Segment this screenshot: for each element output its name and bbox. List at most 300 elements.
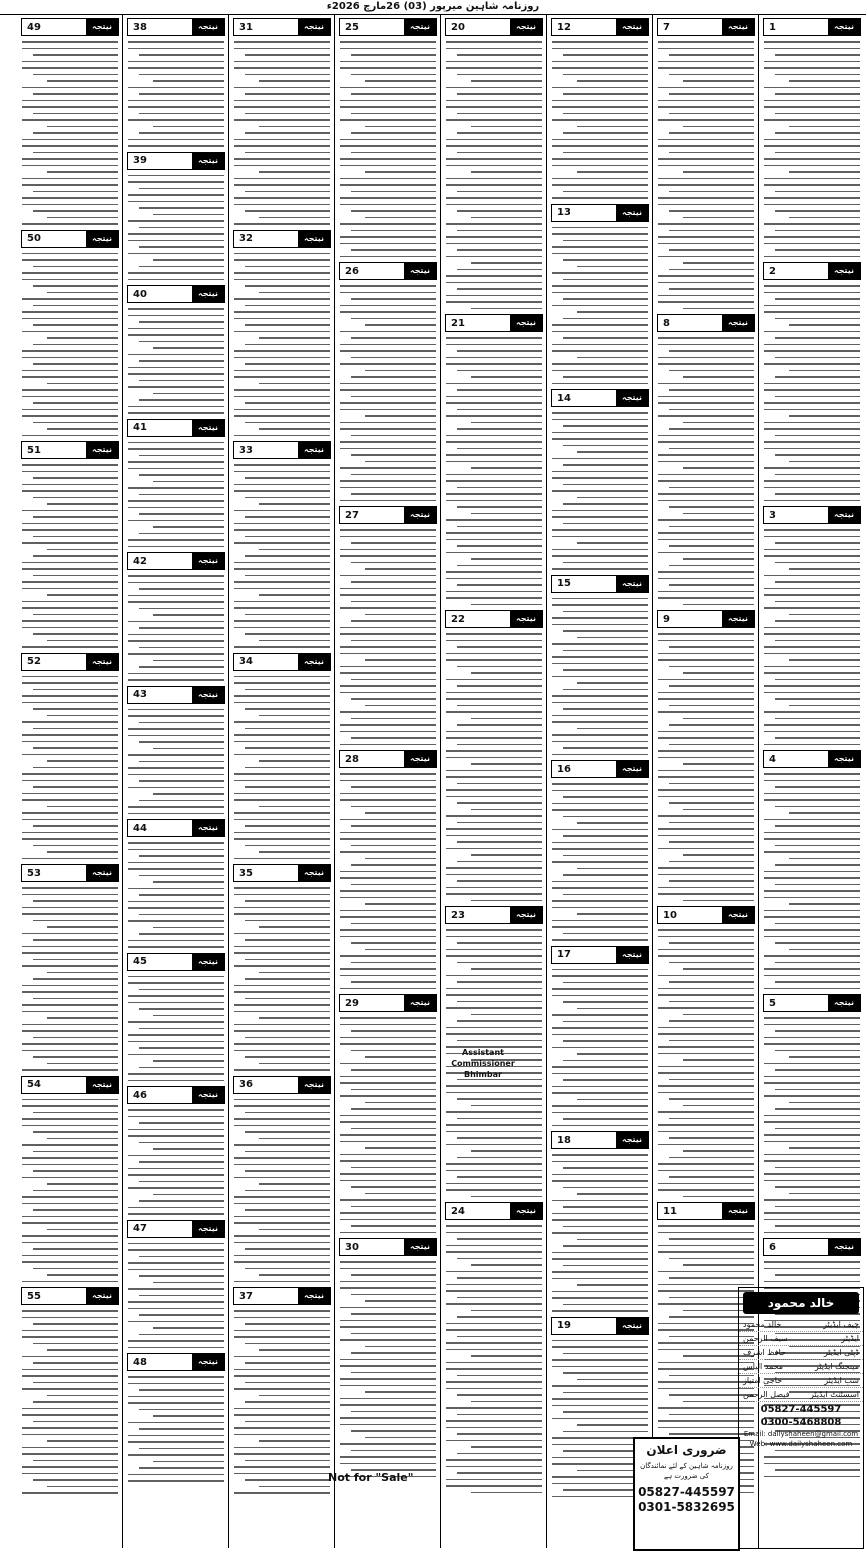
story-tag (339, 994, 437, 1012)
staff-name: فیصل الرحمن (743, 1390, 790, 1399)
story-tag (551, 575, 649, 593)
story-label: نیتجہ (192, 153, 224, 169)
story-number: 53 (27, 867, 41, 879)
story-label: نیتجہ (828, 19, 860, 35)
story-tag (127, 419, 225, 437)
story-text-lines (763, 529, 861, 745)
story-tag (445, 906, 543, 924)
story-number: 8 (663, 317, 670, 329)
story-number: 7 (663, 21, 670, 33)
staff-row (739, 1318, 863, 1332)
story-label: نیتجہ (510, 1203, 542, 1219)
staff-name: خالد محمود (743, 1320, 782, 1329)
story-number: 35 (239, 867, 253, 879)
story-number: 13 (557, 207, 571, 218)
story-number: 29 (345, 997, 359, 1009)
story-label: نیتجہ (86, 654, 118, 670)
story-label: نیتجہ (722, 611, 754, 627)
story-label: نیتجہ (616, 1132, 648, 1148)
story-tag (233, 230, 331, 248)
story-number: 10 (663, 909, 677, 921)
story-label: نیتجہ (404, 751, 436, 767)
story-label: نیتجہ (828, 507, 860, 523)
story-text-lines (21, 464, 119, 648)
news-story (657, 906, 755, 1197)
story-number: 14 (557, 392, 571, 404)
story-label: نیتجہ (722, 1203, 754, 1219)
story-text-lines (551, 598, 649, 756)
news-story (657, 610, 755, 901)
story-number: 34 (239, 656, 253, 667)
story-text-lines (127, 1109, 225, 1215)
story-number: 24 (451, 1205, 465, 1217)
story-text-lines (551, 969, 649, 1127)
story-text-lines (127, 175, 225, 281)
column-8 (19, 16, 121, 1548)
story-tag (445, 1202, 543, 1220)
story-text-lines (127, 575, 225, 681)
story-number: 30 (345, 1241, 359, 1253)
story-number: 2 (769, 265, 776, 277)
story-label: نیتجہ (86, 1288, 118, 1304)
news-story (763, 506, 861, 745)
ad-phone-1: 05827-445597 (638, 1485, 735, 1499)
story-text-lines (21, 253, 119, 437)
story-tag (339, 750, 437, 768)
story-label: نیتجہ (86, 1077, 118, 1093)
ad-title: ضروری اعلان (646, 1443, 727, 1457)
story-text-lines (445, 633, 543, 901)
story-label: نیتجہ (510, 907, 542, 923)
story-number: 43 (133, 689, 147, 700)
story-tag (445, 314, 543, 332)
story-text-lines (551, 1154, 649, 1312)
story-number: 9 (663, 613, 670, 625)
story-tag (233, 1076, 331, 1094)
news-story (21, 864, 119, 1071)
news-story (763, 994, 861, 1233)
story-label: نیتجہ (192, 1354, 224, 1370)
story-number: 25 (345, 21, 359, 33)
news-story (21, 1287, 119, 1494)
story-text-lines (551, 783, 649, 941)
story-label: نیتجہ (616, 1318, 648, 1334)
story-tag (763, 1238, 861, 1256)
story-label: نیتجہ (298, 442, 330, 458)
story-number: 23 (451, 909, 465, 921)
staff-role: ڈپٹی ایڈیٹر (823, 1348, 859, 1357)
news-story (339, 506, 437, 745)
story-number: 37 (239, 1290, 253, 1302)
story-tag (21, 1076, 119, 1094)
news-story (445, 18, 543, 309)
masthead-info-box (738, 1287, 864, 1549)
story-text-lines (233, 1310, 331, 1494)
story-text-lines (233, 41, 331, 225)
story-number: 18 (557, 1134, 571, 1146)
news-story (21, 653, 119, 860)
story-number: 51 (27, 444, 41, 456)
story-tag (127, 152, 225, 170)
story-label: نیتجہ (298, 1077, 330, 1093)
story-tag (551, 18, 649, 36)
news-story (127, 285, 225, 414)
story-number: 41 (133, 422, 147, 433)
story-text-lines (233, 1099, 331, 1283)
story-tag (21, 653, 119, 671)
news-story (445, 314, 543, 605)
news-story (551, 760, 649, 941)
story-tag (21, 18, 119, 36)
story-label: نیتجہ (86, 865, 118, 881)
story-text-lines (657, 337, 755, 605)
news-story (127, 686, 225, 815)
staff-name: حافظ اشرف (743, 1348, 786, 1357)
story-text-lines (445, 337, 543, 605)
story-tag (21, 230, 119, 248)
story-number: 27 (345, 509, 359, 521)
news-story (21, 1076, 119, 1283)
story-label: نیتجہ (828, 263, 860, 279)
story-number: 46 (133, 1089, 147, 1101)
story-tag (21, 864, 119, 882)
news-story (445, 610, 543, 901)
story-number: 19 (557, 1320, 571, 1331)
news-story (233, 653, 331, 860)
news-story (233, 864, 331, 1071)
staff-name: حاجی امتیاز (743, 1376, 783, 1385)
story-text-lines (339, 1017, 437, 1233)
story-tag (763, 262, 861, 280)
story-number: 54 (27, 1079, 41, 1090)
story-label: نیتجہ (404, 507, 436, 523)
story-number: 20 (451, 21, 465, 33)
story-text-lines (21, 1099, 119, 1283)
news-story (339, 994, 437, 1233)
news-story (233, 1287, 331, 1494)
news-story (233, 441, 331, 648)
story-number: 17 (557, 949, 571, 960)
story-number: 47 (133, 1223, 147, 1234)
not-for-sale-stamp: Not for "Sale" (328, 1471, 414, 1484)
story-number: 36 (239, 1079, 253, 1090)
story-number: 55 (27, 1290, 41, 1302)
story-label: نیتجہ (828, 1239, 860, 1255)
story-label: نیتجہ (192, 820, 224, 836)
column-separator (652, 15, 653, 1548)
column-6 (231, 16, 333, 1548)
news-story (763, 262, 861, 501)
news-story (21, 230, 119, 437)
story-text-lines (127, 442, 225, 548)
story-text-lines (339, 1261, 437, 1477)
staff-row (739, 1388, 863, 1402)
story-text-lines (127, 308, 225, 414)
story-label: نیتجہ (192, 420, 224, 436)
story-tag (127, 285, 225, 303)
story-number: 39 (133, 155, 147, 166)
staff-row (739, 1332, 863, 1346)
story-text-lines (657, 929, 755, 1197)
story-label: نیتجہ (192, 553, 224, 569)
story-tag (21, 1287, 119, 1305)
story-label: نیتجہ (298, 865, 330, 881)
story-tag (763, 506, 861, 524)
story-tag (233, 653, 331, 671)
column-3 (549, 16, 651, 1548)
story-tag (763, 994, 861, 1012)
story-tag (233, 1287, 331, 1305)
story-number: 5 (769, 997, 776, 1009)
story-text-lines (551, 227, 649, 385)
news-story (127, 18, 225, 147)
ad-phone-2: 0301-5832695 (638, 1500, 735, 1514)
story-tag (127, 1220, 225, 1238)
story-label: نیتجہ (510, 19, 542, 35)
staff-role: ایڈیٹر (841, 1334, 859, 1343)
staff-row (739, 1374, 863, 1388)
story-tag (551, 204, 649, 222)
news-story (127, 1353, 225, 1482)
story-text-lines (233, 887, 331, 1071)
story-number: 22 (451, 613, 465, 625)
staff-name: محمد الیاس (743, 1362, 784, 1371)
story-label: نیتجہ (404, 995, 436, 1011)
story-tag (233, 18, 331, 36)
masthead-logo: خالد محمود (743, 1292, 859, 1314)
story-tag (551, 1317, 649, 1335)
news-story (233, 18, 331, 225)
story-tag (445, 610, 543, 628)
news-story (339, 262, 437, 501)
staff-role: مینجنگ ایڈیٹر (814, 1362, 859, 1371)
story-label: نیتجہ (404, 1239, 436, 1255)
story-text-lines (339, 773, 437, 989)
column-4 (443, 16, 545, 1548)
story-tag (21, 441, 119, 459)
info-web: Web: www.dailyshaheen.com (749, 1440, 853, 1448)
story-label: نیتجہ (722, 907, 754, 923)
column-separator (546, 15, 547, 1548)
story-number: 4 (769, 753, 776, 765)
news-story (551, 18, 649, 199)
story-tag (339, 18, 437, 36)
story-text-lines (21, 41, 119, 225)
story-label: نیتجہ (404, 19, 436, 35)
announcement-ad (633, 1437, 740, 1551)
story-label: نیتجہ (298, 231, 330, 247)
story-tag (127, 819, 225, 837)
story-number: 45 (133, 956, 147, 967)
story-label: نیتجہ (298, 19, 330, 35)
story-label: نیتجہ (192, 954, 224, 970)
story-number: 6 (769, 1241, 776, 1253)
story-label: نیتجہ (298, 1288, 330, 1304)
story-text-lines (233, 676, 331, 860)
story-text-lines (127, 1376, 225, 1482)
story-number: 44 (133, 822, 147, 834)
news-story (233, 230, 331, 437)
staff-role: اسسٹنٹ ایڈیٹر (810, 1390, 859, 1399)
story-tag (339, 506, 437, 524)
story-number: 42 (133, 555, 147, 567)
story-tag (127, 18, 225, 36)
news-story (127, 552, 225, 681)
story-text-lines (551, 41, 649, 199)
info-phone-2: 0300-5468808 (760, 1417, 842, 1428)
news-story (551, 575, 649, 756)
news-story (551, 946, 649, 1127)
story-text-lines (339, 41, 437, 257)
story-text-lines (127, 842, 225, 948)
story-text-lines (127, 976, 225, 1082)
story-tag (551, 760, 649, 778)
story-label: نیتجہ (192, 1221, 224, 1237)
news-story (763, 18, 861, 257)
story-text-lines (233, 464, 331, 648)
column-separator (334, 15, 335, 1548)
story-tag (551, 1131, 649, 1149)
story-number: 48 (133, 1356, 147, 1368)
story-number: 3 (769, 509, 776, 521)
story-tag (657, 314, 755, 332)
news-story (763, 750, 861, 989)
story-label: نیتجہ (192, 1087, 224, 1103)
story-text-lines (339, 285, 437, 501)
story-number: 21 (451, 317, 465, 329)
news-story (21, 441, 119, 648)
story-label: نیتجہ (192, 286, 224, 302)
column-separator (122, 15, 123, 1548)
story-number: 38 (133, 21, 147, 33)
story-label: نیتجہ (828, 995, 860, 1011)
staff-role: چیف ایڈیٹر (823, 1320, 859, 1329)
news-story (127, 152, 225, 281)
story-number: 11 (663, 1205, 677, 1217)
assistant-commissioner-text: Assistant Commissioner Bhimbar (451, 1048, 515, 1079)
news-story (233, 1076, 331, 1283)
story-text-lines (763, 1017, 861, 1233)
staff-row (739, 1346, 863, 1360)
story-label: نیتجہ (192, 19, 224, 35)
story-tag (763, 18, 861, 36)
news-story (551, 1131, 649, 1312)
story-tag (127, 552, 225, 570)
story-text-lines (445, 41, 543, 309)
story-label: نیتجہ (510, 611, 542, 627)
story-number: 26 (345, 265, 359, 277)
story-label: نیتجہ (616, 205, 648, 221)
story-text-lines (551, 412, 649, 570)
news-story (339, 750, 437, 989)
story-text-lines (127, 1243, 225, 1349)
story-text-lines (233, 253, 331, 437)
news-story (339, 18, 437, 257)
story-number: 52 (27, 656, 41, 667)
story-number: 50 (27, 233, 41, 244)
story-label: نیتجہ (616, 19, 648, 35)
news-story (551, 389, 649, 570)
staff-row (739, 1360, 863, 1374)
staff-role: سب ایڈیٹر (824, 1376, 859, 1385)
story-tag (657, 1202, 755, 1220)
news-story (127, 1086, 225, 1215)
story-number: 12 (557, 21, 571, 33)
story-tag (763, 750, 861, 768)
news-story (127, 1220, 225, 1349)
story-number: 40 (133, 288, 147, 300)
story-text-lines (339, 529, 437, 745)
story-text-lines (127, 41, 225, 147)
news-story (445, 1202, 543, 1493)
story-number: 32 (239, 233, 253, 244)
story-tag (339, 262, 437, 280)
story-label: نیتجہ (192, 687, 224, 703)
story-number: 33 (239, 444, 253, 456)
story-tag (339, 1238, 437, 1256)
story-text-lines (657, 41, 755, 309)
story-label: نیتجہ (86, 19, 118, 35)
story-label: نیتجہ (298, 654, 330, 670)
story-text-lines (763, 773, 861, 989)
story-tag (551, 389, 649, 407)
story-label: نیتجہ (722, 19, 754, 35)
story-tag (233, 864, 331, 882)
news-story (127, 953, 225, 1082)
story-tag (445, 18, 543, 36)
story-number: 15 (557, 578, 571, 589)
news-story (551, 204, 649, 385)
story-text-lines (763, 41, 861, 257)
story-tag (657, 18, 755, 36)
news-story (339, 1238, 437, 1477)
story-label: نیتجہ (616, 761, 648, 777)
story-label: نیتجہ (828, 751, 860, 767)
news-story (657, 314, 755, 605)
story-label: نیتجہ (404, 263, 436, 279)
story-label: نیتجہ (722, 315, 754, 331)
story-number: 1 (769, 21, 776, 33)
page-header: روزنامہ شاہین میرپور (03) 26مارچ 2026ء (0, 0, 866, 15)
column-5 (337, 16, 439, 1548)
story-text-lines (127, 709, 225, 815)
column-separator (440, 15, 441, 1548)
story-tag (551, 946, 649, 964)
story-label: نیتجہ (616, 576, 648, 592)
story-text-lines (763, 285, 861, 501)
column-7 (125, 16, 227, 1548)
info-phone-1: 05827-445597 (760, 1404, 842, 1415)
story-tag (233, 441, 331, 459)
story-tag (657, 906, 755, 924)
story-text-lines (21, 887, 119, 1071)
story-text-lines (21, 676, 119, 860)
story-tag (127, 953, 225, 971)
story-tag (127, 1086, 225, 1104)
story-label: نیتجہ (616, 947, 648, 963)
story-label: نیتجہ (510, 315, 542, 331)
story-tag (127, 1353, 225, 1371)
info-email: Email: dailyshaheen@gmail.com (743, 1430, 859, 1438)
story-label: نیتجہ (86, 442, 118, 458)
story-number: 16 (557, 763, 571, 775)
story-label: نیتجہ (616, 390, 648, 406)
column-separator (228, 15, 229, 1548)
news-story (657, 18, 755, 309)
story-tag (127, 686, 225, 704)
story-tag (657, 610, 755, 628)
news-story (127, 819, 225, 948)
